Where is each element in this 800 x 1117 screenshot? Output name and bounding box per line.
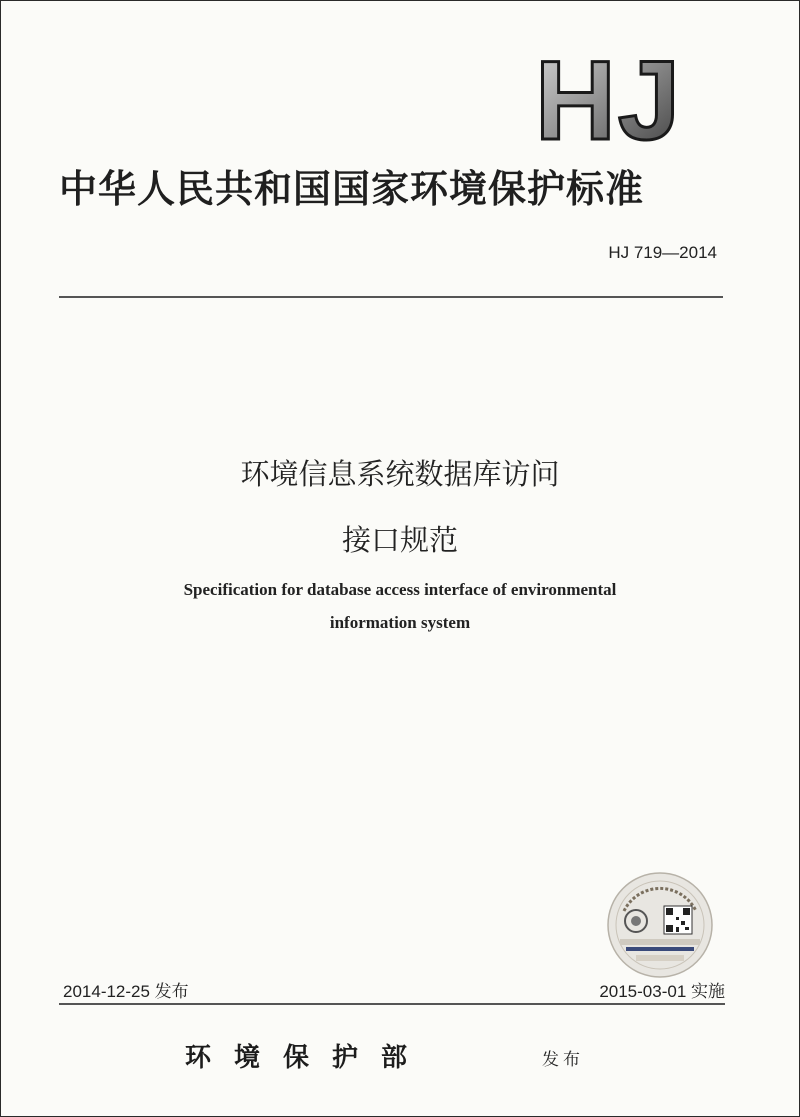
title-cn-line-2: 接口规范 xyxy=(341,523,458,557)
standard-number: HJ 719—2014 xyxy=(608,243,717,262)
anti-counterfeit-seal-icon xyxy=(606,871,714,979)
top-divider xyxy=(59,296,723,298)
implementation-date: 2015-03-01 实施 xyxy=(599,982,725,1001)
org-title: 中华人民共和国国家环境保护标准 xyxy=(59,167,645,211)
publisher-name: 环境保护部 xyxy=(185,1043,431,1073)
title-en-line-2: information system xyxy=(329,613,471,632)
hj-logo-icon xyxy=(531,41,711,151)
title-en-line-1: Specification for database access interface of environmental xyxy=(183,580,617,599)
bottom-divider xyxy=(59,1003,725,1005)
publish-label: 发布 xyxy=(542,1050,584,1070)
hj-logo-text: HJ xyxy=(535,41,683,151)
title-cn-line-1: 环境信息系统数据库访问 xyxy=(240,457,560,491)
issue-date: 2014-12-25 发布 xyxy=(63,982,189,1001)
